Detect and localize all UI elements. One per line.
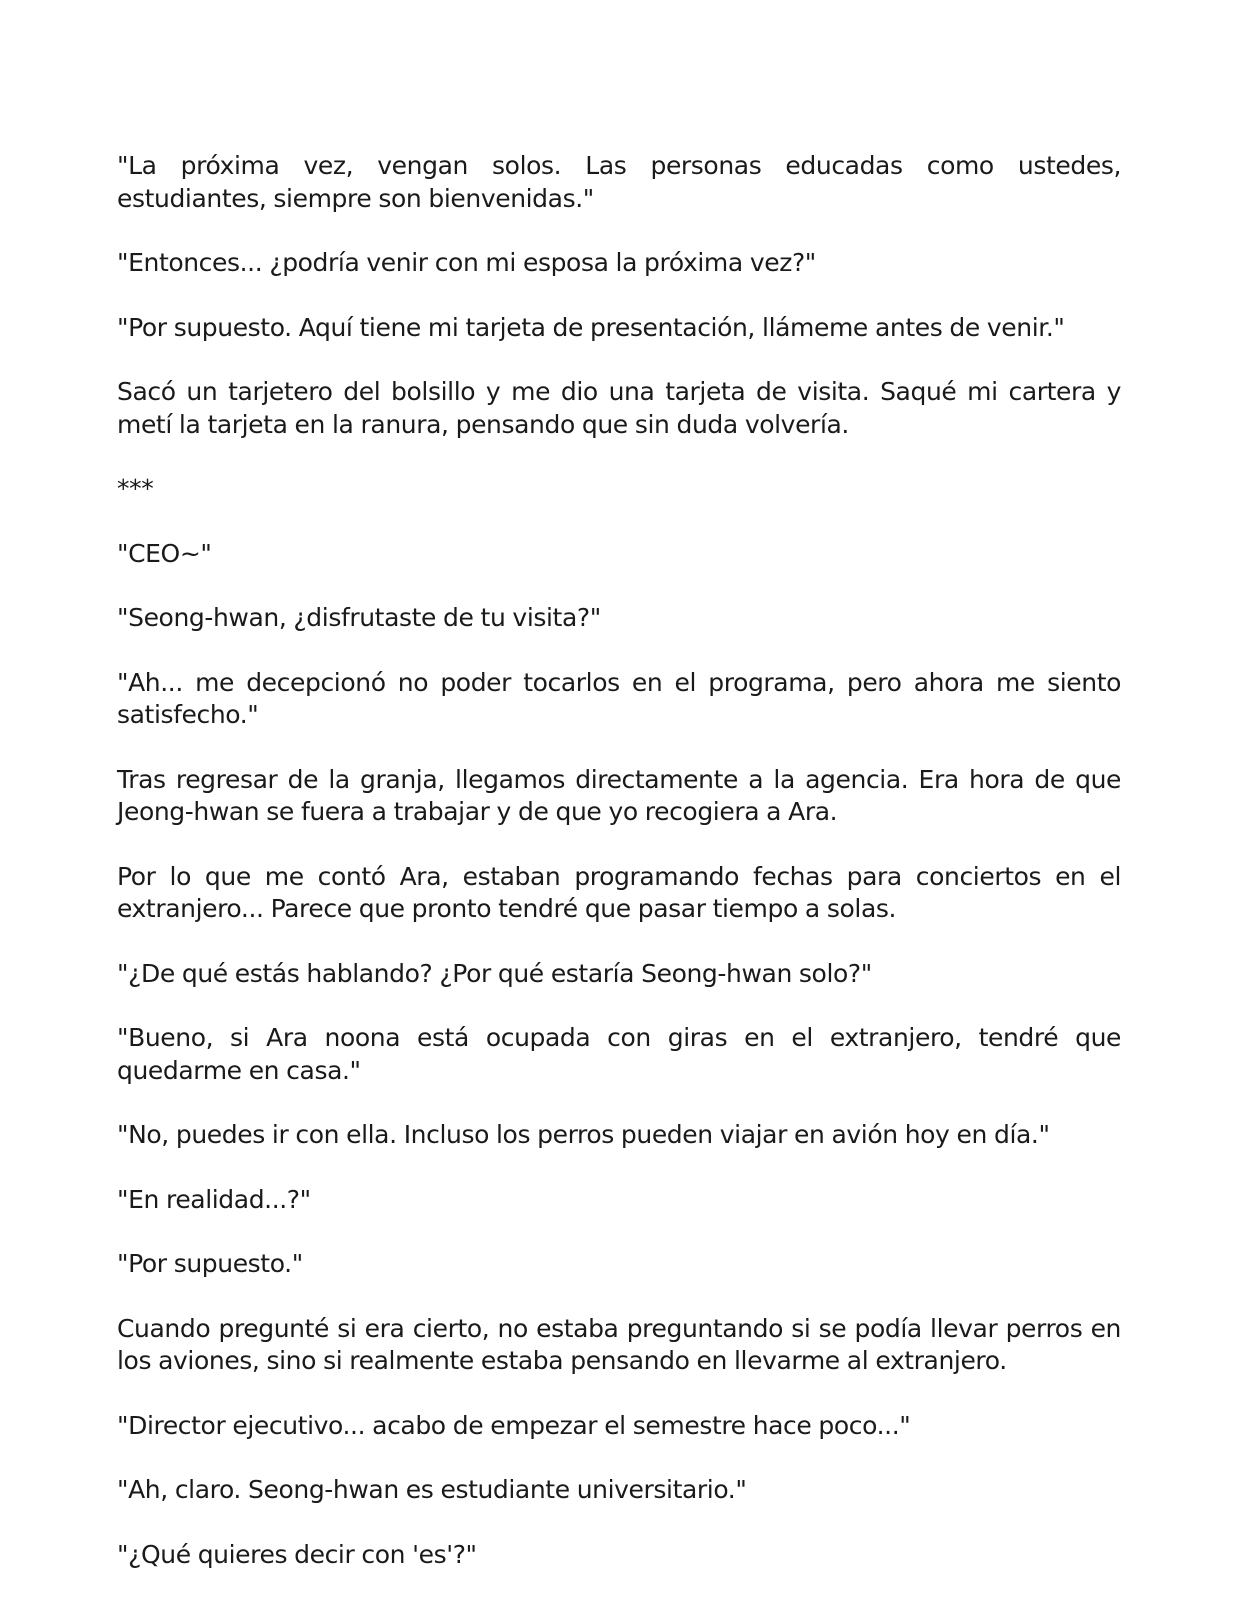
paragraph: Cuando pregunté si era cierto, no estaba preguntando si se podía llevar perros en los aviones, sino si realmente estaba pensando en llevarme al extranjero. bbox=[117, 1313, 1121, 1375]
paragraph: "Ah... me decepcionó no poder tocarlos en el programa, pero ahora me siento satisfecho." bbox=[117, 667, 1121, 729]
body-text bbox=[117, 150, 1121, 1603]
paragraph: "Director ejecutivo... acabo de empezar el semestre hace poco..." bbox=[117, 1410, 911, 1440]
paragraph: "Entonces... ¿podría venir con mi esposa la próxima vez?" bbox=[117, 248, 816, 277]
scene-break: *** bbox=[117, 474, 154, 503]
paragraph: "¿De qué estás hablando? ¿Por qué estaría Seong-hwan solo?" bbox=[117, 958, 872, 988]
paragraph: "La próxima vez, vengan solos. Las personas educadas como ustedes, estudiantes, siempre son bienvenidas." bbox=[117, 151, 1121, 213]
paragraph: Sacó un tarjetero del bolsillo y me dio una tarjeta de visita. Saqué mi cartera y metí la tarjeta en la ranura, pensando que sin duda volvería. bbox=[117, 377, 1121, 439]
paragraph: "CEO~" bbox=[117, 538, 212, 568]
paragraph: "En realidad...?" bbox=[117, 1184, 311, 1214]
paragraph: "Por supuesto." bbox=[117, 1249, 303, 1278]
paragraph: "Ah, claro. Seong-hwan es estudiante universitario." bbox=[117, 1475, 747, 1504]
paragraph: Por lo que me contó Ara, estaban programando fechas para conciertos en el extranjero... Parece que pronto tendré que pasar tiempo a solas. bbox=[117, 861, 1121, 923]
paragraph: Tras regresar de la granja, llegamos directamente a la agencia. Era hora de que Jeong-hwan se fuera a trabajar y de que yo recogiera a Ara. bbox=[117, 764, 1121, 826]
paragraph: "¿Qué quieres decir con 'es'?" bbox=[117, 1539, 477, 1569]
paragraph: "No, puedes ir con ella. Incluso los perros pueden viajar en avión hoy en día." bbox=[117, 1120, 1050, 1149]
paragraph: "Bueno, si Ara noona está ocupada con giras en el extranjero, tendré que quedarme en casa." bbox=[117, 1023, 1121, 1085]
paragraph: "Seong-hwan, ¿disfrutaste de tu visita?" bbox=[117, 603, 601, 632]
paragraph: "Por supuesto. Aquí tiene mi tarjeta de presentación, llámeme antes de venir." bbox=[117, 312, 1065, 342]
